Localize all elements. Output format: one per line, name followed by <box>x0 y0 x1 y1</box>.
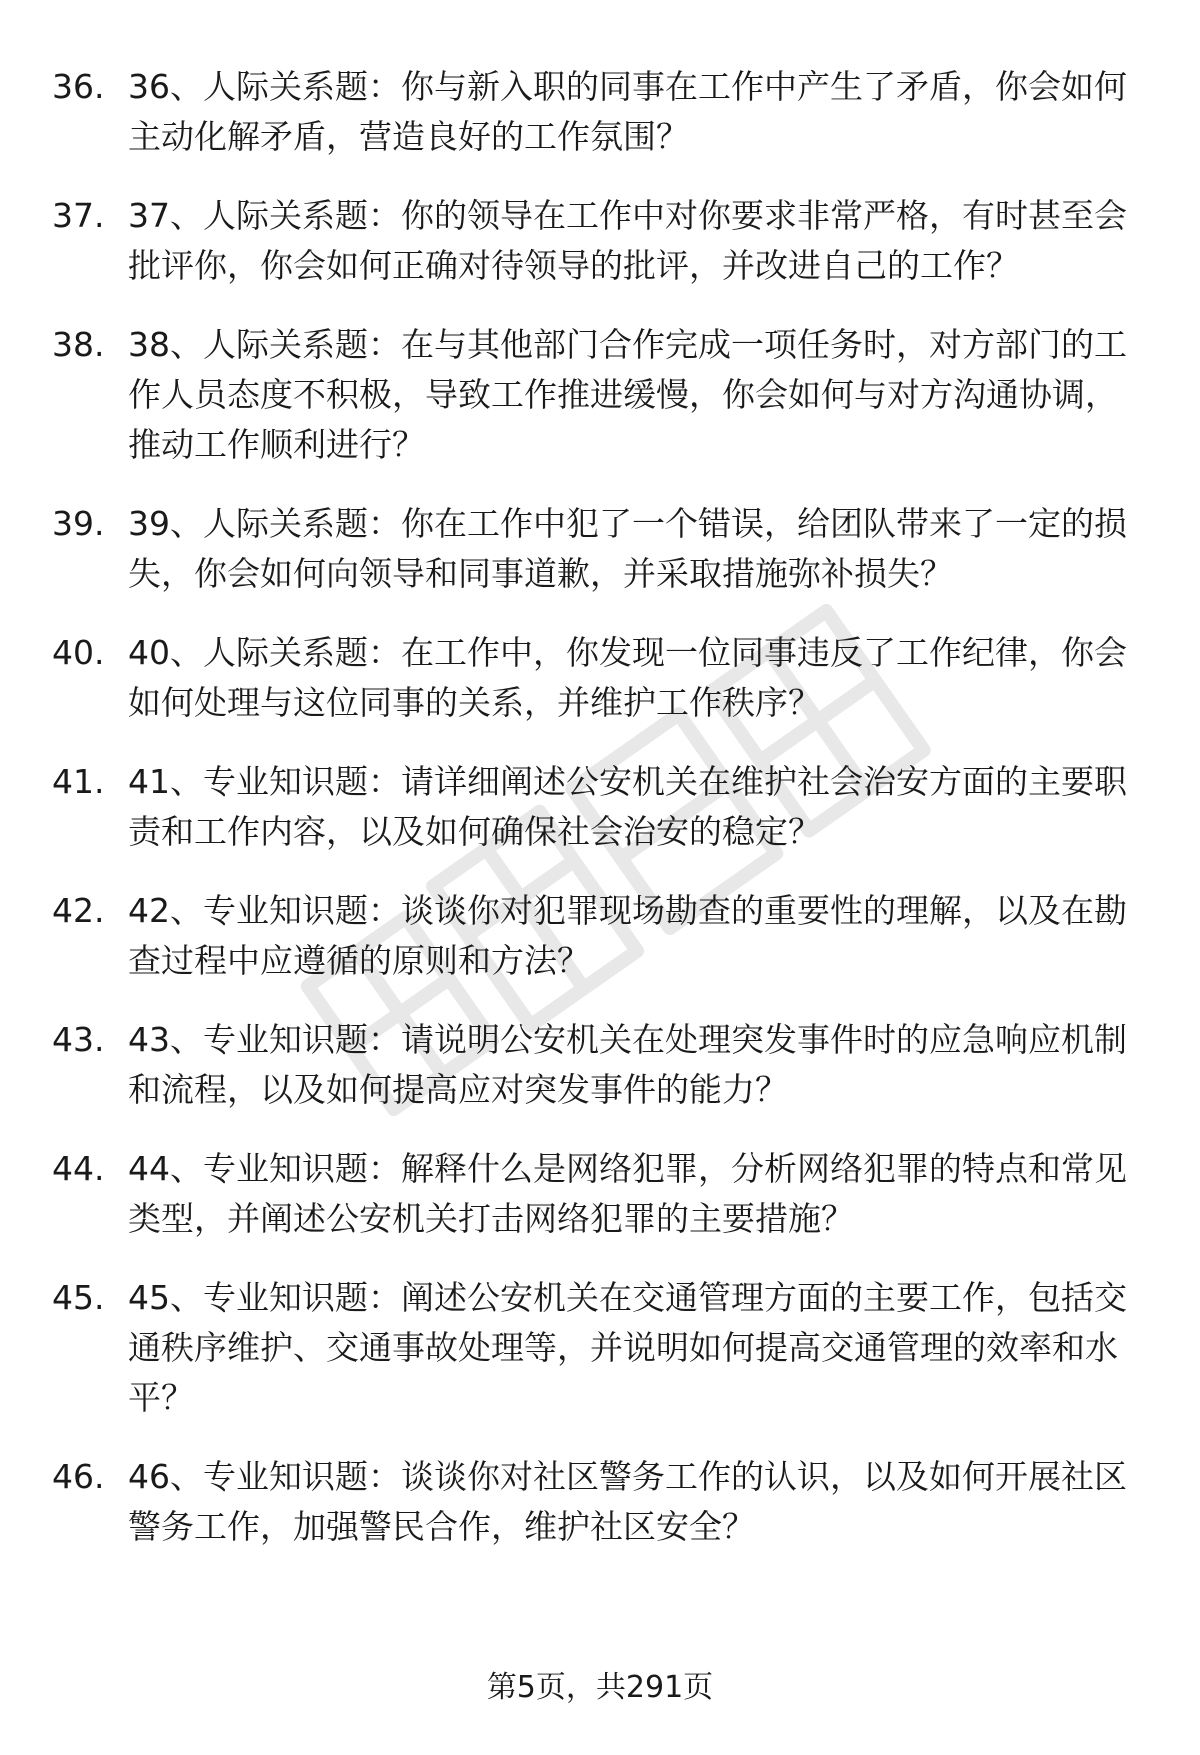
question-item <box>0 62 1200 162</box>
question-number: 46. <box>52 1457 105 1496</box>
question-item <box>0 1144 1200 1244</box>
question-item <box>0 886 1200 986</box>
question-number: 40. <box>52 633 105 672</box>
question-text: 39、人际关系题：你在工作中犯了一个错误，给团队带来了一定的损失，你会如何向领导和同事道歉，并采取措施弥补损失？ <box>128 504 1127 593</box>
question-item <box>0 1273 1200 1423</box>
question-number: 41. <box>52 762 105 801</box>
question-item <box>0 1452 1200 1552</box>
question-list <box>0 62 1200 1581</box>
question-text: 37、人际关系题：你的领导在工作中对你要求非常严格，有时甚至会批评你，你会如何正确对待领导的批评，并改进自己的工作？ <box>128 196 1127 285</box>
question-text: 46、专业知识题：谈谈你对社区警务工作的认识，以及如何开展社区警务工作，加强警民合作，维护社区安全？ <box>128 1457 1127 1546</box>
question-text: 43、专业知识题：请说明公安机关在处理突发事件时的应急响应机制和流程，以及如何提高应对突发事件的能力？ <box>128 1020 1127 1109</box>
question-number: 45. <box>52 1278 105 1317</box>
question-item <box>0 628 1200 728</box>
question-text: 42、专业知识题：谈谈你对犯罪现场勘查的重要性的理解，以及在勘查过程中应遵循的原则和方法？ <box>128 891 1127 980</box>
question-item <box>0 757 1200 857</box>
question-text: 38、人际关系题：在与其他部门合作完成一项任务时，对方部门的工作人员态度不积极，导致工作推进缓慢，你会如何与对方沟通协调，推动工作顺利进行？ <box>128 325 1127 464</box>
question-item <box>0 499 1200 599</box>
question-item <box>0 1015 1200 1115</box>
question-number: 44. <box>52 1149 105 1188</box>
question-number: 42. <box>52 891 105 930</box>
question-number: 39. <box>52 504 105 543</box>
question-number: 43. <box>52 1020 105 1059</box>
question-text: 40、人际关系题：在工作中，你发现一位同事违反了工作纪律，你会如何处理与这位同事的关系，并维护工作秩序？ <box>128 633 1127 722</box>
question-text: 36、人际关系题：你与新入职的同事在工作中产生了矛盾，你会如何主动化解矛盾，营造良好的工作氛围？ <box>128 67 1127 156</box>
question-text: 45、专业知识题：阐述公安机关在交通管理方面的主要工作，包括交通秩序维护、交通事故处理等，并说明如何提高交通管理的效率和水平？ <box>128 1278 1127 1417</box>
question-number: 37. <box>52 196 105 235</box>
question-item <box>0 191 1200 291</box>
page-footer: 第5页，共291页 <box>486 1670 714 1705</box>
question-text: 44、专业知识题：解释什么是网络犯罪，分析网络犯罪的特点和常见类型，并阐述公安机关打击网络犯罪的主要措施？ <box>128 1149 1127 1238</box>
question-text: 41、专业知识题：请详细阐述公安机关在维护社会治安方面的主要职责和工作内容，以及如何确保社会治安的稳定？ <box>128 762 1127 851</box>
question-item <box>0 320 1200 470</box>
question-number: 38. <box>52 325 105 364</box>
question-number: 36. <box>52 67 105 106</box>
